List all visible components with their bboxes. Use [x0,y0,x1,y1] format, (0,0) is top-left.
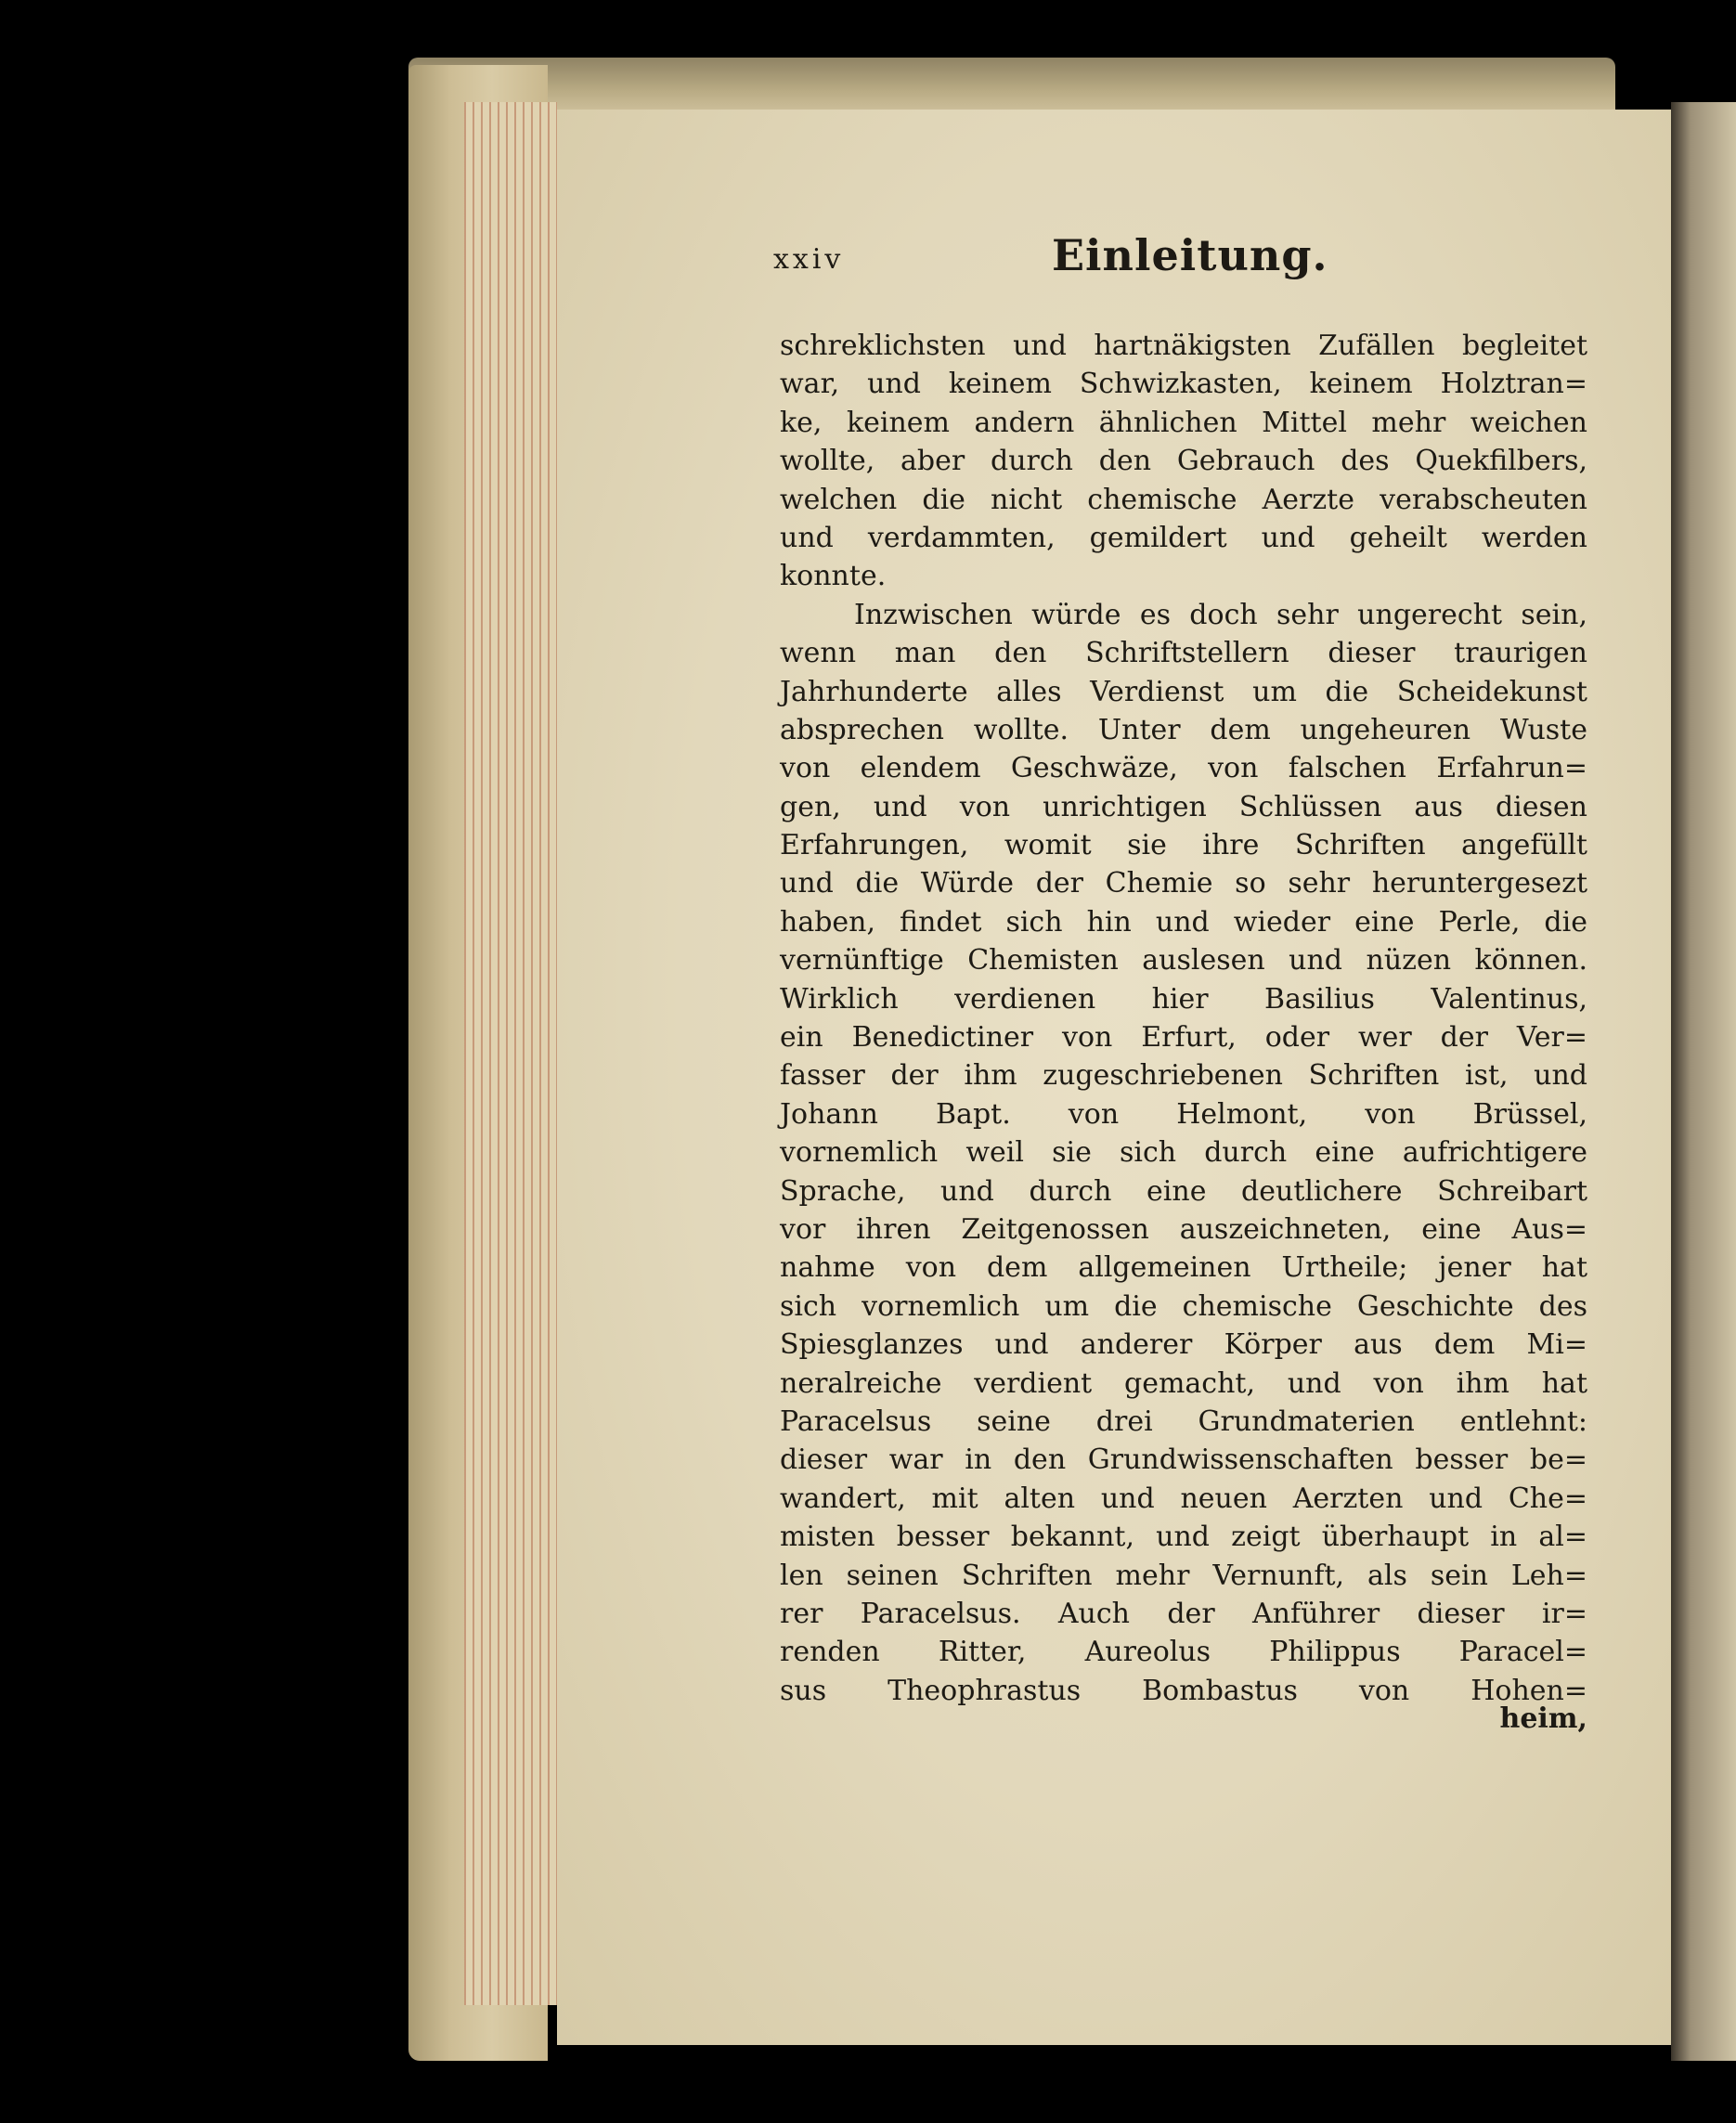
text-line: absprechen wollte. Unter dem ungeheuren Wuste [780,713,1587,746]
text-line: welchen die nicht chemische Aerzte verabscheuten [780,483,1587,516]
catchword: heim, [1499,1702,1587,1735]
text-line: wenn man den Schriftstellern dieser traurigen [780,637,1587,670]
running-title: Einleitung. [1052,230,1328,280]
text-line: konnte. [780,560,887,593]
text-line: Jahrhunderte alles Verdienst um die Scheidekunst [780,675,1587,708]
text-line: sus Theophrastus Bombastus von Hohen= [780,1674,1587,1707]
text-line: wandert, mit alten und neuen Aerzten und Che= [780,1482,1587,1515]
text-line: Inzwischen würde es doch sehr ungerecht sein, [854,598,1587,631]
text-line: Wirklich verdienen hier Basilius Valentinus, [780,982,1587,1016]
text-line: Erfahrungen, womit sie ihre Schriften angefüllt [780,829,1587,862]
page-number: xxiv [773,243,845,276]
page-header [773,230,1590,286]
text-line: gen, und von unrichtigen Schlüssen aus diesen [780,790,1587,823]
text-line: Spiesglanzes und anderer Körper aus dem Mi= [780,1328,1587,1362]
text-line: len seinen Schriften mehr Vernunft, als sein Leh= [780,1559,1587,1592]
text-line: renden Ritter, Aureolus Philippus Paracel= [780,1636,1587,1669]
text-line: schreklichsten und hartnäkigsten Zufällen begleitet [780,330,1587,362]
binding-gutter [1671,102,1736,2061]
text-line: misten besser bekannt, und zeigt überhaupt in al= [780,1521,1587,1554]
text-line: ke, keinem andern ähnlichen Mittel mehr weichen [780,406,1587,439]
text-line: neralreiche verdient gemacht, und von ihm hat [780,1366,1587,1400]
text-line: fasser der ihm zugeschriebenen Schriften ist, und [780,1059,1587,1093]
text-line: dieser war in den Grundwissenschaften besser be= [780,1443,1587,1477]
text-line: und verdammten, gemildert und geheilt werden [780,521,1587,554]
text-line: vornemlich weil sie sich durch eine aufrichtigere [780,1136,1587,1170]
text-line: vernünftige Chemisten auslesen und nüzen können. [780,944,1587,977]
text-line: Sprache, und durch eine deutlichere Schreibart [780,1174,1587,1208]
text-line: und die Würde der Chemie so sehr heruntergesezt [780,867,1587,900]
page-stack-edges [464,102,557,2005]
text-line: haben, findet sich hin und wieder eine Perle, die [780,905,1587,939]
text-line: nahme von dem allgemeinen Urtheile; jener hat [780,1251,1587,1285]
text-line: Paracelsus seine drei Grundmaterien entlehnt: [780,1405,1587,1438]
body-text [780,327,1587,1710]
book-top-edge [408,58,1615,113]
text-line: war, und keinem Schwizkasten, keinem Holztran= [780,368,1587,401]
text-line: rer Paracelsus. Auch der Anführer dieser ir= [780,1597,1587,1630]
text-line: von elendem Geschwäze, von falschen Erfahrun= [780,752,1587,785]
text-line: sich vornemlich um die chemische Geschichte des [780,1289,1587,1323]
text-line: ein Benedictiner von Erfurt, oder wer der Ver= [780,1021,1587,1055]
text-line: vor ihren Zeitgenossen auszeichneten, eine Aus= [780,1212,1587,1246]
text-line: wollte, aber durch den Gebrauch des Quekfilbers, [780,445,1587,478]
text-line: Johann Bapt. von Helmont, von Brüssel, [780,1097,1587,1131]
